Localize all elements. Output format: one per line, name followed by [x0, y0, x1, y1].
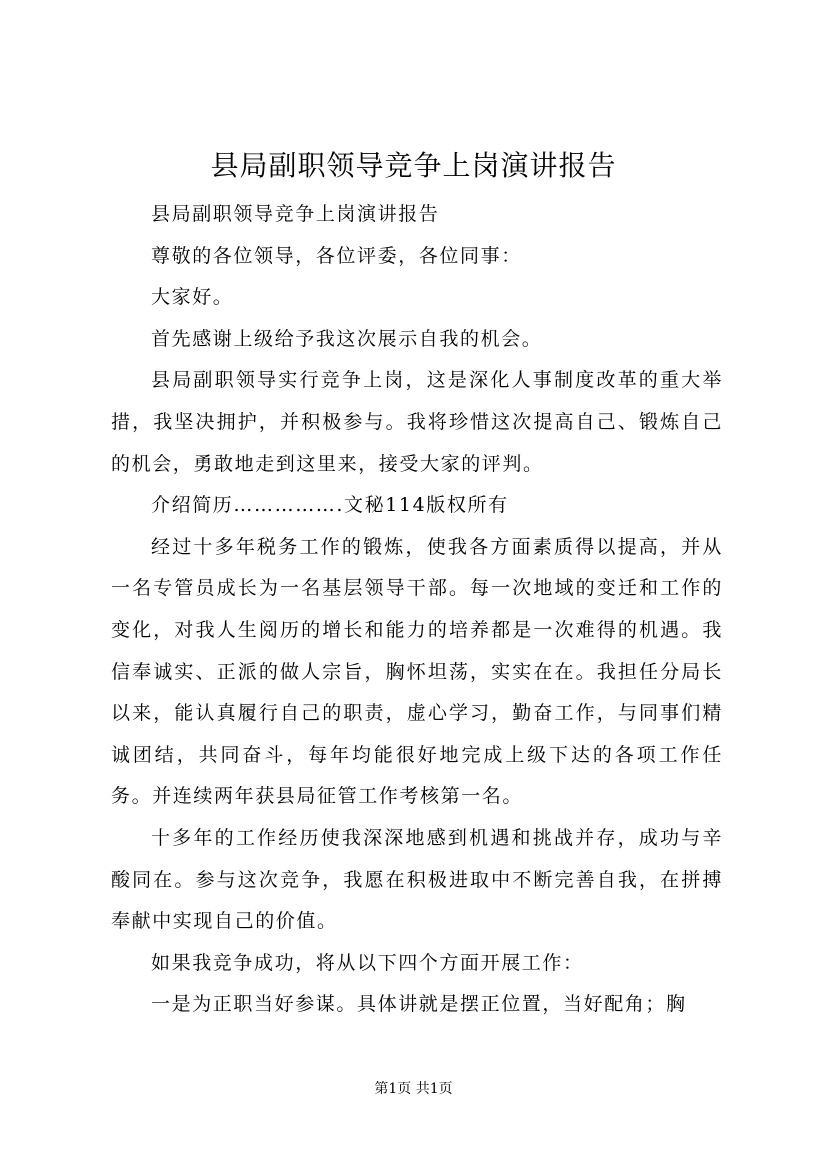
paragraph-intro: 县局副职领导实行竞争上岗，这是深化人事制度改革的重大举措，我坚决拥护，并积极参与。我将珍惜这次提高自己、锻炼自己的机会，勇敢地走到这里来，接受大家的评判。 [111, 369, 723, 475]
paragraph-greeting: 大家好。 [151, 286, 234, 309]
page-footer: 第1页 共1页 [374, 1081, 453, 1097]
paragraph-experience: 经过十多年税务工作的锻炼，使我各方面素质得以提高，并从一名专管员成长为一名基层领导干部。每一次地域的变迁和工作的变化，对我人生阅历的增长和能力的培养都是一次难得的机遇。我信奉诚实、正派的做人宗旨，胸怀坦荡，实实在在。我担任分局长以来，能认真履行自己的职责，虚心学习，勤奋工作，与同事们精诚团结，共同奋斗，每年均能很好地完成上级下达的各项工作任务。并连续两年获县局征管工作考核第一名。 [111, 535, 723, 808]
paragraph-plan-first: 一是为正职当好参谋。具体讲就是摆正位置，当好配角；胸 [151, 993, 687, 1016]
paragraph-thanks: 首先感谢上级给予我这次展示自我的机会。 [151, 327, 543, 350]
document-title: 县局副职领导竞争上岗演讲报告 [210, 149, 617, 182]
paragraph-plan-intro: 如果我竞争成功，将从以下四个方面开展工作： [151, 951, 584, 974]
paragraph-subtitle: 县局副职领导竞争上岗演讲报告 [151, 203, 440, 225]
paragraph-reflection: 十多年的工作经历使我深深地感到机遇和挑战并存，成功与辛酸同在。参与这次竞争，我愿在积极进取中不断完善自我，在拼搏奉献中实现自己的价值。 [111, 826, 723, 933]
paragraph-salutation: 尊敬的各位领导，各位评委，各位同事： [151, 244, 522, 267]
paragraph-resume-heading: 介绍简历…………….文秘114版权所有 [151, 494, 509, 517]
document-body [111, 194, 723, 1026]
